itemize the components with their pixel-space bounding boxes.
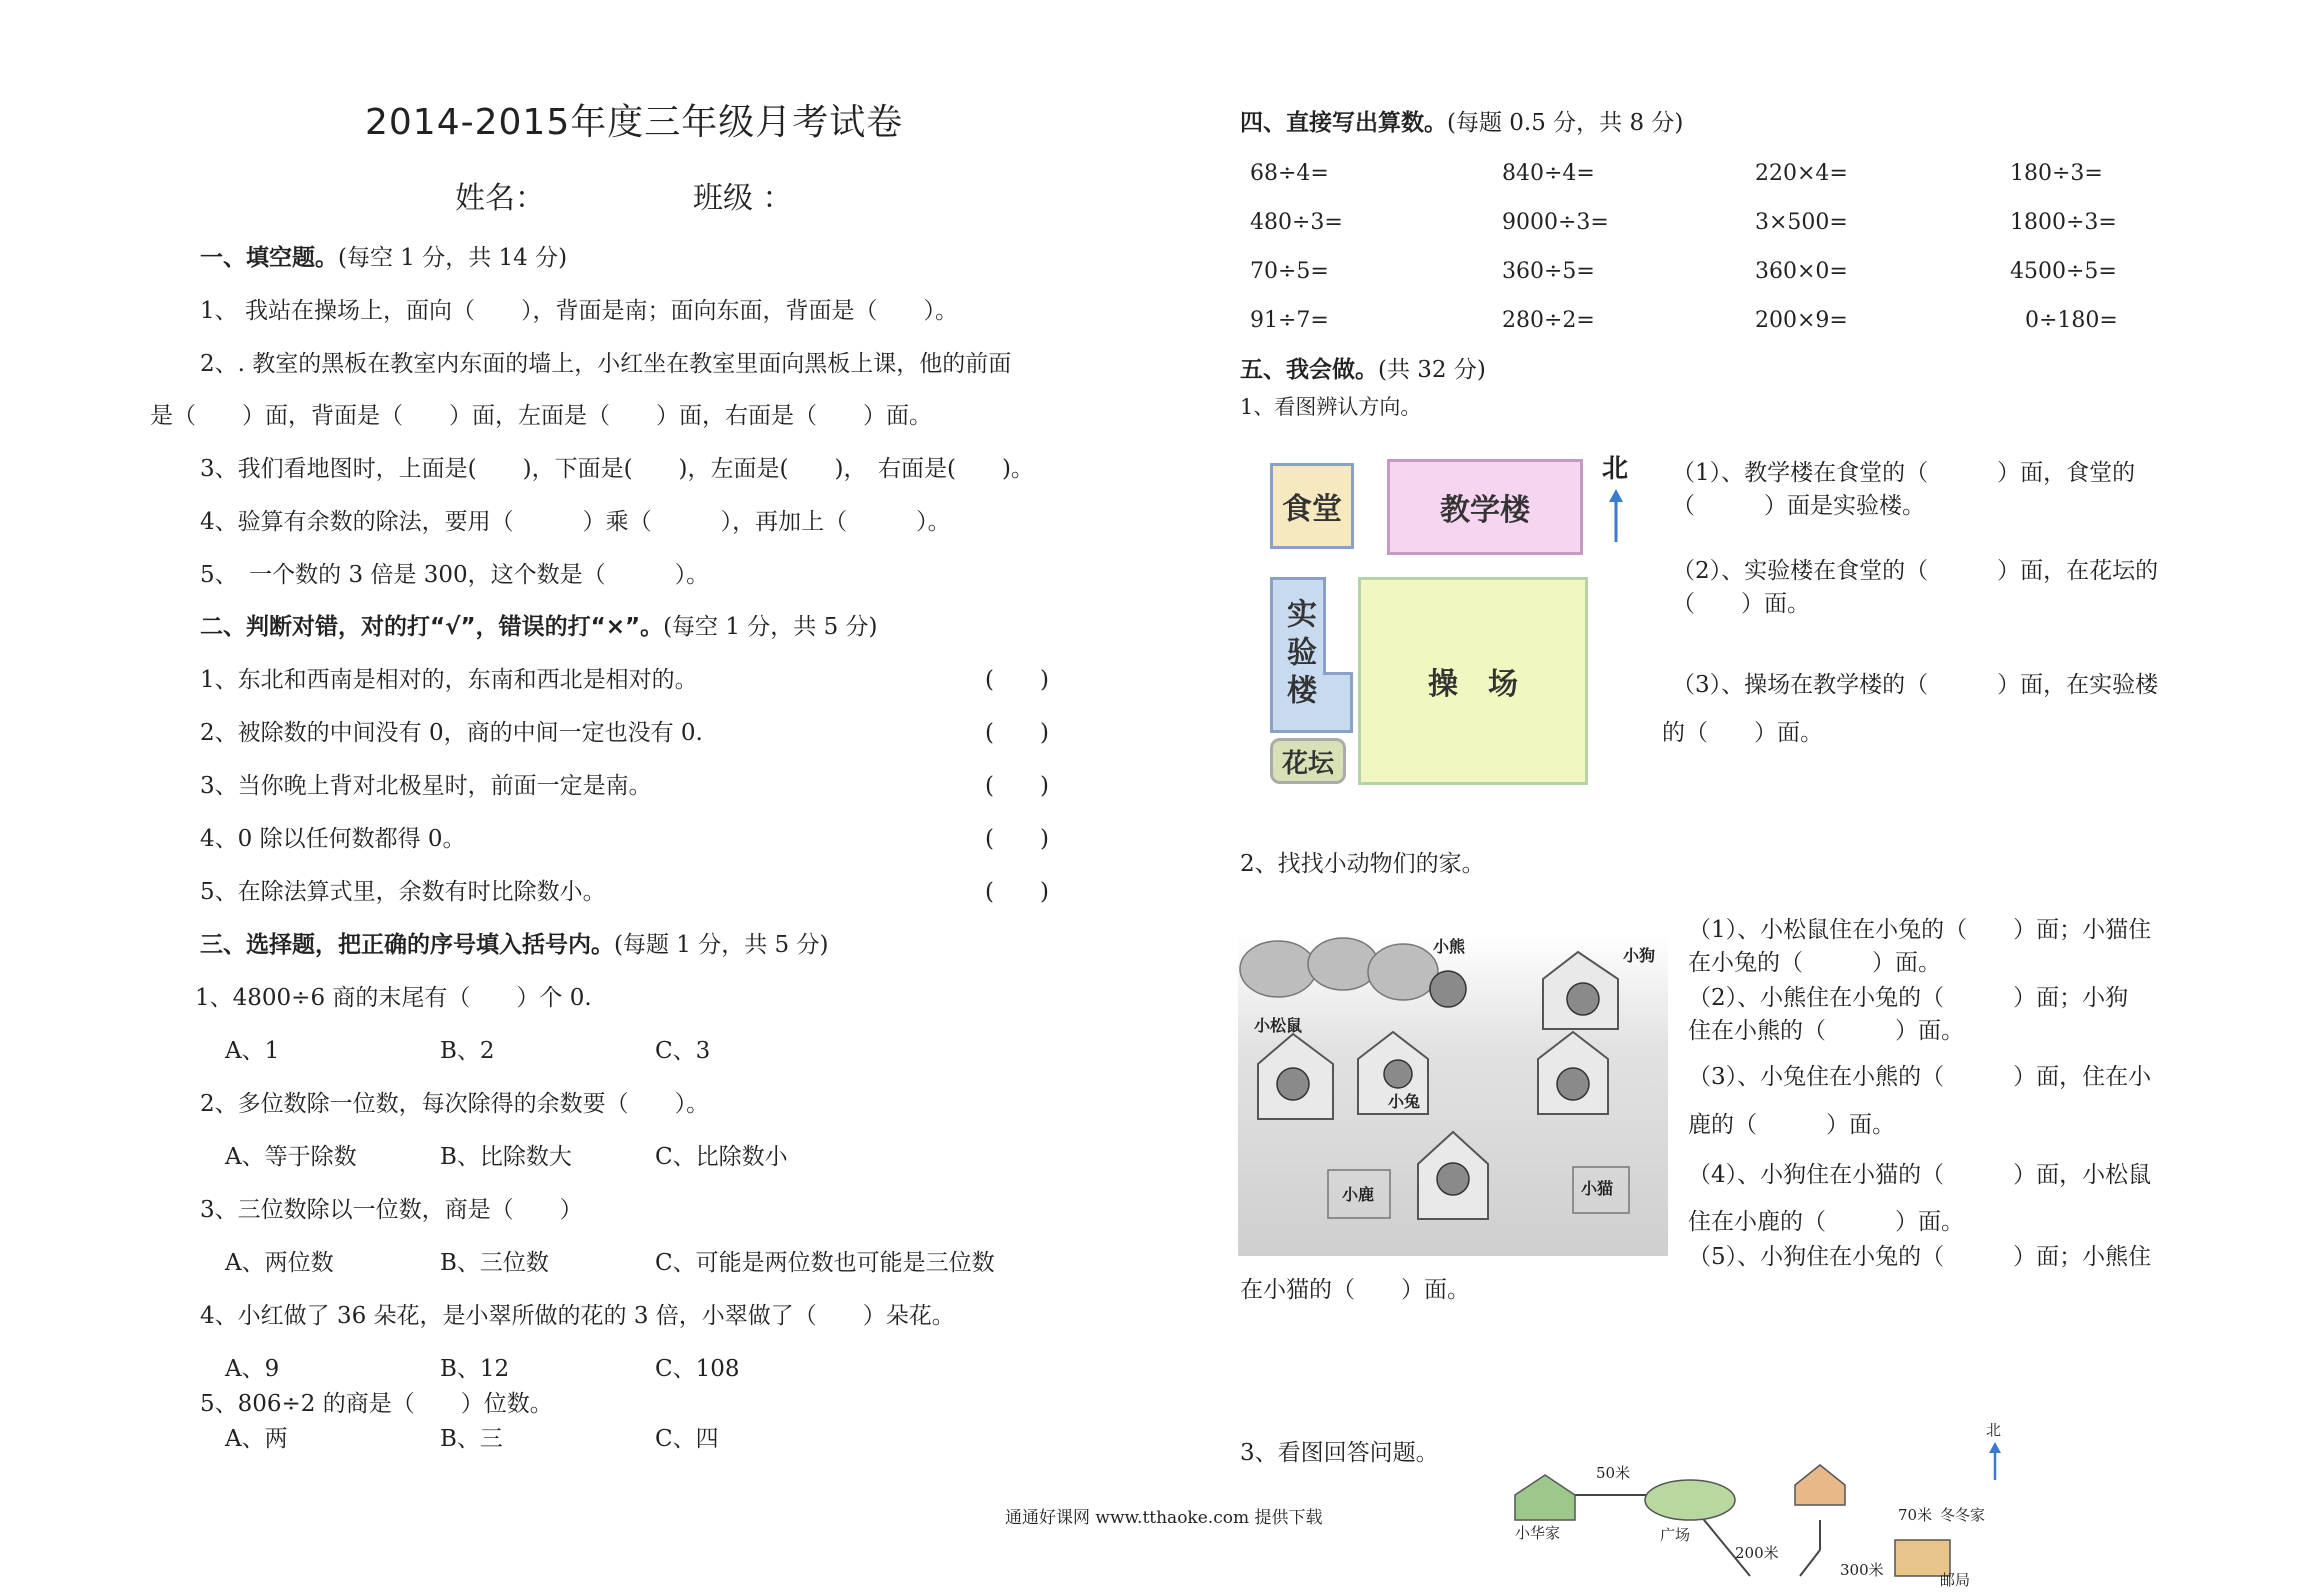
- s3-q5: 5、806÷2 的商是（ ）位数。: [200, 1391, 553, 1417]
- route-label-300m: 300米: [1840, 1561, 1884, 1579]
- s5-p1-q1a: （1）、教学楼在食堂的（ ）面，食堂的: [1672, 460, 2136, 486]
- s2-paren-4: ( ): [985, 826, 1049, 852]
- s5-p2-line-5: （3）、小兔住在小熊的（ ）面，住在小: [1688, 1064, 2152, 1090]
- route-map: [1490, 1420, 2030, 1589]
- section1-title: 一、填空题。: [200, 245, 338, 271]
- s3-q2-opt-c: C、比除数小: [655, 1144, 788, 1170]
- calc-cell: 840÷4=: [1502, 161, 1595, 186]
- s5-p1-q1b: （ ）面是实验楼。: [1672, 493, 1925, 519]
- class-label: 班级 ：: [693, 181, 793, 216]
- s5-p2-line-1: （1）、小松鼠住在小兔的（ ）面；小猫住: [1688, 917, 2152, 943]
- map-lab-building: 实验楼: [1270, 577, 1326, 733]
- s5-p3-label: 3、看图回答问题。: [1240, 1440, 1439, 1466]
- s3-q1-opt-b: B、2: [440, 1038, 495, 1064]
- s1-q5: 5、 一个数的 3 倍是 300，这个数是（ ）。: [200, 562, 710, 588]
- route-label-dongdong-home: 冬冬家: [1940, 1506, 1986, 1524]
- name-label: 姓名：: [455, 181, 545, 216]
- s2-paren-1: ( ): [985, 667, 1049, 693]
- map-lab-annex: [1323, 672, 1353, 733]
- s1-q3: 3、我们看地图时，上面是( )，下面是( )，左面是( )， 右面是( )。: [200, 456, 1034, 482]
- calc-cell: 360÷5=: [1502, 259, 1595, 284]
- animal-label-rabbit: 小兔: [1388, 1092, 1421, 1111]
- s1-q2a: 2、. 教室的黑板在教室内东面的墙上，小红坐在教室里面向黑板上课，他的前面: [200, 351, 1012, 377]
- s3-q3-opt-b: B、三位数: [440, 1250, 549, 1276]
- s3-q2: 2、多位数除一位数，每次除得的余数要（ ）。: [200, 1091, 710, 1117]
- s3-q3: 3、三位数除以一位数，商是（ ）: [200, 1197, 583, 1223]
- s5-p1-q2a: （2）、实验楼在食堂的（ ）面，在花坛的: [1672, 558, 2159, 584]
- s3-q3-opt-c: C、可能是两位数也可能是三位数: [655, 1250, 995, 1276]
- s2-paren-2: ( ): [985, 720, 1049, 746]
- section2-note: (每空 1 分，共 5 分): [663, 614, 878, 640]
- s5-p1-q3b: 的（ ）面。: [1662, 720, 1823, 746]
- route-label-200m: 200米: [1735, 1544, 1779, 1562]
- calc-cell: 9000÷3=: [1502, 210, 1609, 235]
- s5-p2-line-10: 在小猫的（ ）面。: [1240, 1277, 1470, 1303]
- calc-cell: 360×0=: [1755, 259, 1848, 284]
- animal-homes-picture: [1238, 934, 1668, 1256]
- calc-cell: 4500÷5=: [2010, 259, 2117, 284]
- section1-note: (每空 1 分，共 14 分): [338, 245, 568, 271]
- s5-p1-q2b: （ ）面。: [1672, 591, 1810, 617]
- section5-note: (共 32 分): [1378, 357, 1486, 383]
- section2-heading: [200, 612, 878, 642]
- animal-label-bear: 小熊: [1433, 937, 1466, 956]
- calc-cell: 220×4=: [1755, 161, 1848, 186]
- s3-q2-opt-b: B、比除数大: [440, 1144, 572, 1170]
- section4-note: (每题 0.5 分，共 8 分): [1447, 110, 1684, 136]
- map-north-label: 北: [1602, 454, 1629, 484]
- s2-paren-5: ( ): [985, 879, 1049, 905]
- north-arrow-icon: [1603, 488, 1629, 542]
- route-label-post-office: 邮局: [1940, 1571, 1971, 1589]
- s5-p2-line-2: 在小兔的（ ）面。: [1688, 950, 1941, 976]
- calc-cell: 200×9=: [1755, 308, 1848, 333]
- map-teaching-building: 教学楼: [1387, 459, 1583, 555]
- s3-q1-opt-a: A、1: [225, 1038, 280, 1064]
- s5-p2-line-4: 住在小熊的（ ）面。: [1688, 1018, 1964, 1044]
- calc-cell: 1800÷3=: [2010, 210, 2117, 235]
- section3-note: (每题 1 分，共 5 分): [614, 932, 829, 958]
- route-label-square: 广场: [1660, 1526, 1691, 1544]
- section3-heading: [200, 930, 828, 960]
- calc-cell: 180÷3=: [2010, 161, 2103, 186]
- s3-q5-opt-a: A、两: [225, 1426, 288, 1452]
- s5-p2-line-7: （4）、小狗住在小猫的（ ）面，小松鼠: [1688, 1162, 2152, 1188]
- s3-q5-opt-b: B、三: [440, 1426, 503, 1452]
- s3-q1-opt-c: C、3: [655, 1038, 711, 1064]
- s5-p1-q3a: （3）、操场在教学楼的（ ）面，在实验楼: [1672, 672, 2159, 698]
- route-label-xiaohua-home: 小华家: [1515, 1524, 1561, 1542]
- section2-title: 二、判断对错，对的打“√”，错误的打“×”。: [200, 614, 664, 640]
- s3-q4: 4、小红做了 36 朵花，是小翠所做的花的 3 倍，小翠做了（ ）朵花。: [200, 1303, 955, 1329]
- animal-homes-drawing: [1238, 934, 1668, 1256]
- calc-cell: 68÷4=: [1250, 161, 1329, 186]
- map-field: 操 场: [1358, 577, 1588, 785]
- calc-cell: 0÷180=: [2025, 308, 2118, 333]
- animal-label-squirrel: 小松鼠: [1254, 1016, 1303, 1035]
- page-title: 2014-2015年度三年级月考试卷: [365, 102, 904, 143]
- s3-q2-opt-a: A、等于除数: [225, 1144, 357, 1170]
- s3-q1: 1、4800÷6 商的末尾有（ ）个 0.: [195, 985, 592, 1011]
- s2-item-3: 3、当你晚上背对北极星时，前面一定是南。: [200, 773, 652, 799]
- section4-heading: [1240, 108, 1683, 138]
- map-canteen: 食堂: [1270, 463, 1354, 549]
- calc-cell: 91÷7=: [1250, 308, 1329, 333]
- s2-item-4: 4、0 除以任何数都得 0。: [200, 826, 466, 852]
- section4-title: 四、直接写出算数。: [1240, 110, 1447, 136]
- s1-q2b: 是（ ）面，背面是（ ）面，左面是（ ）面，右面是（ ）面。: [150, 403, 932, 429]
- section5-heading: [1240, 355, 1486, 385]
- s3-q5-opt-c: C、四: [655, 1426, 719, 1452]
- s3-q4-opt-c: C、108: [655, 1356, 740, 1382]
- calc-cell: 280÷2=: [1502, 308, 1595, 333]
- route-label-north: 北: [1986, 1421, 2002, 1439]
- s5-p2-line-6: 鹿的（ ）面。: [1688, 1112, 1895, 1138]
- s2-item-1: 1、东北和西南是相对的，东南和西北是相对的。: [200, 667, 698, 693]
- s2-item-5: 5、在除法算式里，余数有时比除数小。: [200, 879, 606, 905]
- s2-paren-3: ( ): [985, 773, 1049, 799]
- section1-heading: [200, 243, 567, 273]
- section3-title: 三、选择题，把正确的序号填入括号内。: [200, 932, 614, 958]
- s3-q4-opt-a: A、9: [225, 1356, 280, 1382]
- s1-q1: 1、 我站在操场上，面向（ ），背面是南；面向东面，背面是（ ）。: [200, 298, 958, 324]
- map-garden: 花坛: [1270, 738, 1346, 784]
- s2-item-2: 2、被除数的中间没有 0，商的中间一定也没有 0.: [200, 720, 703, 746]
- animal-label-cat: 小猫: [1581, 1179, 1614, 1198]
- s3-q4-opt-b: B、12: [440, 1356, 510, 1382]
- s5-p2-line-8: 住在小鹿的（ ）面。: [1688, 1209, 1964, 1235]
- s5-p2-line-9: （5）、小狗住在小兔的（ ）面；小熊住: [1688, 1244, 2152, 1270]
- s3-q3-opt-a: A、两位数: [225, 1250, 334, 1276]
- calc-cell: 70÷5=: [1250, 259, 1329, 284]
- route-label-70m: 70米: [1898, 1506, 1933, 1524]
- calc-cell: 3×500=: [1755, 210, 1848, 235]
- s5-p1-label: 1、看图辨认方向。: [1240, 395, 1422, 419]
- s1-q4: 4、验算有余数的除法，要用（ ）乘（ ），再加上（ ）。: [200, 509, 951, 535]
- calc-cell: 480÷3=: [1250, 210, 1343, 235]
- animal-label-deer: 小鹿: [1342, 1185, 1375, 1204]
- animal-label-dog: 小狗: [1623, 946, 1656, 965]
- s5-p2-label: 2、找找小动物们的家。: [1240, 851, 1485, 877]
- section5-title: 五、我会做。: [1240, 357, 1378, 383]
- route-label-50m: 50米: [1596, 1464, 1631, 1482]
- footer: 通通好课网 www.tthaoke.com 提供下载: [1005, 1508, 1323, 1528]
- s5-p2-line-3: （2）、小熊住在小兔的（ ）面；小狗: [1688, 985, 2129, 1011]
